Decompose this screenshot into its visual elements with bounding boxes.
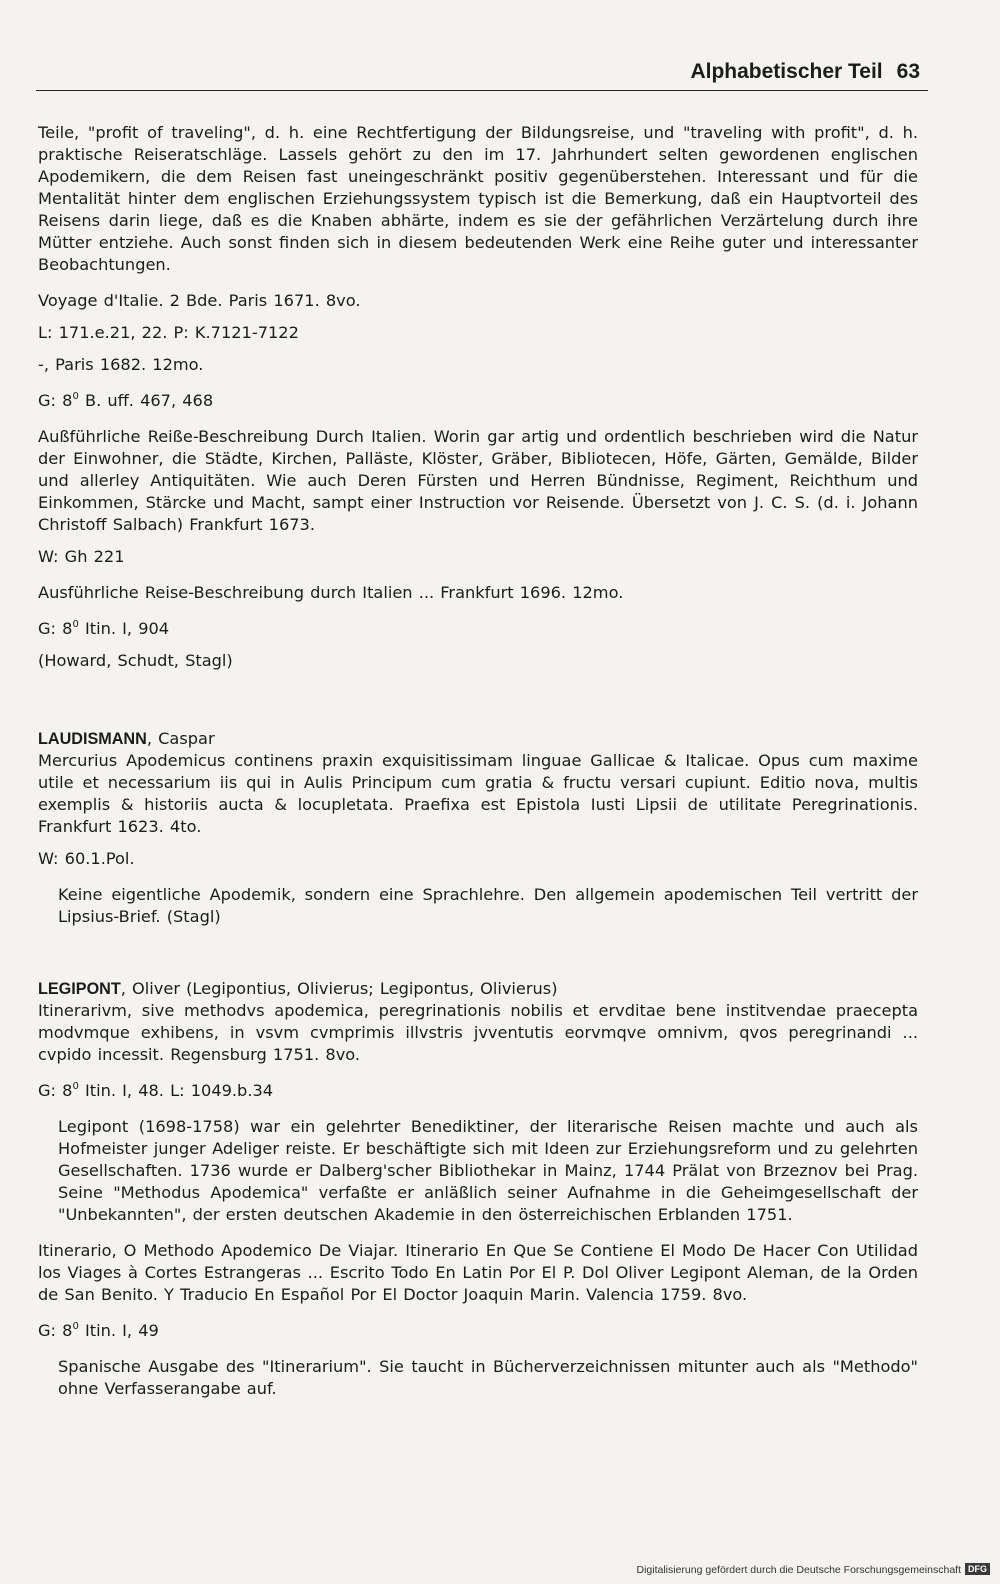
holdings-line: W: 60.1.Pol.: [38, 849, 135, 868]
holdings-line: G: $8^0$ Itin. I, 48. L: 1049.b.34: [38, 1081, 274, 1100]
holdings-line: G: $8^0$ Itin. I, 49: [38, 1321, 159, 1340]
bib-title: Mercurius Apodemicus continens praxin exquisitissimam linguae Gallicae & Italicae. Opus cum maxime utile et necessarium iis qui in Aulis Principum cum gratia & fructu versari cupiunt. Editio nova, multis exemplis & historiis aucta & locupletata. Praefixa est Epistola Iusti Lipsii de utilitate Peregrinationis. Frankfurt 1623. 4to.: [38, 751, 918, 836]
holdings-line: L: 171.e.21, 22. P: K.7121-7122: [38, 323, 299, 342]
dfg-logo: DFG: [965, 1563, 990, 1575]
running-header: [690, 60, 920, 84]
bib-title: -, Paris 1682. 12mo.: [38, 355, 204, 374]
annotation: Legipont (1698-1758) war ein gelehrter Benediktiner, der literarische Reisen machte und auch als Hofmeister junger Adeliger reiste. Er beschäftigte sich mit Ideen zur Erziehungsreform und zu gelehrten Gesellschaften. 1736 wurde er Dalberg'scher Bibliothekar in Mainz, 1744 Prälat von Brzeznov bei Prag. Seine "Methodus Apodemica" verfaßte er anläßlich seiner Aufnahme in die Geheimgesellschaft der "Unbekannten", der ersten deutschen Akademie in den österreichischen Erblanden 1751.: [58, 1117, 918, 1224]
bib-title: Itinerario, O Methodo Apodemico De Viajar. Itinerario En Que Se Contiene El Modo De Hacer Con Utilidad los Viages à Cortes Estrangeras ... Escrito Todo En Latin Por El P. Dol Oliver Legipont Aleman, de la Orden de San Benito. Y Traducio En Español Por El Doctor Joaquin Marin. Valencia 1759. 8vo.: [38, 1241, 918, 1304]
annotation: Keine eigentliche Apodemik, sondern eine Sprachlehre. Den allgemein apodemischen Teil vertritt der Lipsius-Brief. (Stagl): [58, 885, 918, 926]
sources-line: (Howard, Schudt, Stagl): [38, 651, 233, 670]
page-content: [38, 122, 918, 1400]
bib-title: Voyage d'Italie. 2 Bde. Paris 1671. 8vo.: [38, 291, 361, 310]
bib-title: Ausführliche Reise-Beschreibung durch Italien ... Frankfurt 1696. 12mo.: [38, 583, 624, 602]
intro-paragraph: Teile, "profit of traveling", d. h. eine Rechtfertigung der Bildungsreise, und "traveling with profit", d. h. praktische Reiseratschläge. Lassels gehört zu den im 17. Jahrhundert selten gewordenen englischen Apodemikern, die dem Reisen fast uneingeschränkt positiv gegenüberstehen. Interessant und für die Mentalität hinter dem englischen Erziehungssystem typisch ist die Bemerkung, daß ein Hauptvorteil des Reisens darin liege, daß es die Knaben abhärte, indem es sie der gefährlichen Verzärtelung durch ihre Mütter entziehe. Auch sonst finden sich in diesem bedeutenden Werk eine Reihe guter und interessanter Beobachtungen.: [38, 123, 918, 274]
holdings-line: G: $8^0$ B. uff. 467, 468: [38, 391, 214, 410]
header-rule: [36, 90, 928, 91]
holdings-line: G: $8^0$ Itin. I, 904: [38, 619, 170, 638]
entry-heading-laudismann: [38, 728, 918, 750]
header-title: Alphabetischer Teil: [690, 60, 883, 83]
entry-heading-legipont: [38, 978, 918, 1000]
author-given: , Oliver (Legipontius, Olivierus; Legipontus, Olivierus): [120, 979, 558, 998]
footer-text: Digitalisierung gefördert durch die Deutsche Forschungsgemeinschaft: [636, 1564, 961, 1576]
author-surname: LEGIPONT: [38, 980, 121, 998]
page-number: 63: [896, 60, 920, 83]
bib-title: Itinerarivm, sive methodvs apodemica, peregrinationis nobilis et ervditae bene institvendae praecepta modvmque exhibens, in vsvm cvmprimis illvstris jvventutis eorvmqve omnivm, qvos peregrinandi ... cvpido incessit. Regensburg 1751. 8vo.: [38, 1001, 918, 1064]
author-surname: LAUDISMANN: [38, 730, 147, 748]
holdings-line: W: Gh 221: [38, 547, 125, 566]
bib-title: Außführliche Reiße-Beschreibung Durch Italien. Worin gar artig und ordentlich beschrieben wird die Natur der Einwohner, die Städte, Kirchen, Palläste, Klöster, Gräber, Bibliotecen, Höfe, Gärten, Gemälde, Bilder und allerley Antiquitäten. Wie auch Deren Fürsten und Herren Bündnisse, Regiment, Reichthum und Einkommen, Stärcke und Macht, sampt einer Instruction vor Reisende. Übersetzt von J. C. S. (d. i. Johann Christoff Salbach) Frankfurt 1673.: [38, 427, 918, 534]
author-given: , Caspar: [146, 729, 215, 748]
digitization-footer: [636, 1563, 990, 1576]
annotation: Spanische Ausgabe des "Itinerarium". Sie taucht in Bücherverzeichnissen mitunter auch als "Methodo" ohne Verfasserangabe auf.: [58, 1357, 918, 1398]
